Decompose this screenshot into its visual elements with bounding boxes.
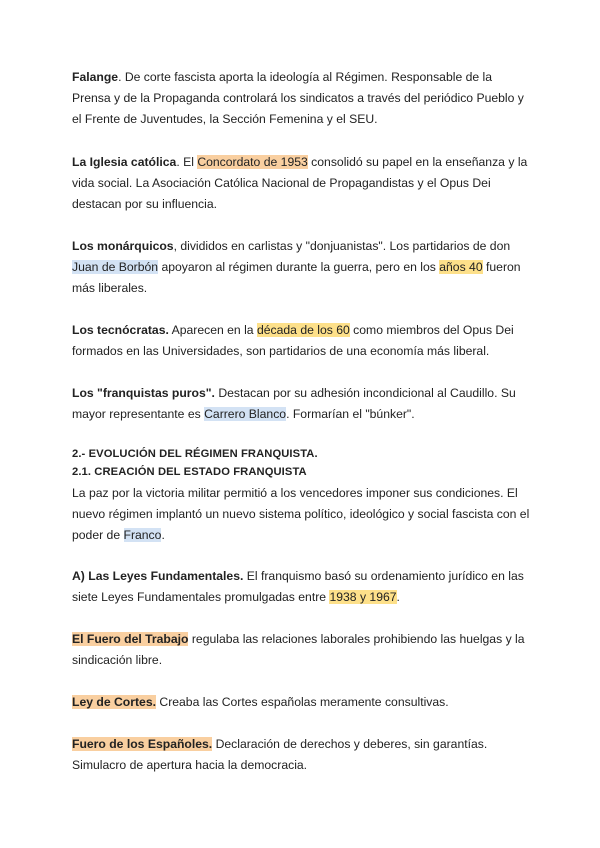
text-leyes-2: . bbox=[396, 589, 400, 604]
paragraph-tecnocratas bbox=[72, 320, 534, 362]
highlight-franco: Franco bbox=[123, 527, 162, 542]
text-fuero-espanoles: Declaración de derechos y deberes, sin garantías. Simulacro de apertura hacia la democracia. bbox=[72, 737, 488, 772]
text-iglesia-2: consolidó su papel en la enseñanza y la vida social. La Asociación Católica Nacional de Propagandistas y el Opus Dei destacan por su influencia. bbox=[72, 155, 528, 211]
term-fuero-trabajo: El Fuero del Trabajo bbox=[72, 632, 189, 646]
term-falange: Falange bbox=[72, 70, 119, 84]
paragraph-fuero-espanoles bbox=[72, 734, 534, 776]
text-falange: . De corte fascista aporta la ideología al Régimen. Responsable de la Prensa y de la Propaganda controlará los sindicatos a través del periódico Pueblo y el Frente de Juventudes, la Sección Femenina y el SEU. bbox=[72, 70, 524, 126]
highlight-1938-1967: 1938 y 1967 bbox=[329, 589, 397, 604]
text-tecnocratas-1: Aparecen en la bbox=[168, 323, 257, 337]
paragraph-leyes bbox=[72, 566, 534, 608]
paragraph-iglesia bbox=[72, 152, 534, 214]
text-monarquicos-1: , divididos en carlistas y "donjuanistas". Los partidarios de don bbox=[173, 239, 511, 253]
text-tecnocratas-2: como miembros del Opus Dei formados en las Universidades, son partidarios de una economía más liberal. bbox=[72, 323, 514, 358]
subsection-heading: 2.1. CREACIÓN DEL ESTADO FRANQUISTA bbox=[72, 466, 307, 478]
term-tecnocratas: Los tecnócratas. bbox=[72, 323, 169, 337]
term-monarquicos: Los monárquicos bbox=[72, 239, 174, 253]
term-ley-cortes: Ley de Cortes. bbox=[72, 695, 156, 709]
text-iglesia-1: . El bbox=[176, 155, 198, 169]
text-fuero-trabajo: regulaba las relaciones laborales prohibiendo las huelgas y la sindicación libre. bbox=[72, 632, 525, 667]
paragraph-fuero-trabajo bbox=[72, 629, 534, 671]
term-franquistas: Los "franquistas puros". bbox=[72, 386, 215, 400]
paragraph-ley-cortes bbox=[72, 692, 534, 713]
text-monarquicos-3: fueron más liberales. bbox=[72, 259, 521, 295]
highlight-concordato: Concordato de 1953 bbox=[197, 155, 308, 169]
text-franquistas-2: . Formarían el "búnker". bbox=[286, 406, 415, 421]
highlight-decada-60: década de los 60 bbox=[256, 323, 350, 337]
highlight-carrero-blanco: Carrero Blanco bbox=[204, 406, 287, 421]
term-iglesia: La Iglesia católica bbox=[72, 155, 177, 169]
section-heading: 2.- EVOLUCIÓN DEL RÉGIMEN FRANQUISTA. bbox=[72, 448, 318, 460]
highlight-anos-40: años 40 bbox=[439, 259, 483, 274]
highlight-juan-de-borbon: Juan de Borbón bbox=[72, 259, 159, 274]
paragraph-franquistas bbox=[72, 383, 534, 425]
text-ley-cortes: Creaba las Cortes españolas meramente consultivas. bbox=[156, 695, 449, 709]
paragraph-monarquicos bbox=[72, 236, 534, 298]
term-leyes: A) Las Leyes Fundamentales. bbox=[72, 569, 244, 583]
paragraph-falange bbox=[72, 67, 534, 129]
text-creacion-1: La paz por la victoria militar permitió a los vencedores imponer sus condiciones. El nuevo régimen implantó un nuevo sistema político, ideológico y social fascista con el poder de bbox=[72, 486, 530, 542]
term-fuero-espanoles: Fuero de los Españoles. bbox=[72, 737, 213, 751]
text-creacion-2: . bbox=[161, 527, 165, 542]
text-leyes-1: El franquismo basó su ordenamiento jurídico en las siete Leyes Fundamentales promulgadas entre bbox=[72, 569, 524, 604]
text-franquistas-1: Destacan por su adhesión incondicional al Caudillo. Su mayor representante es bbox=[72, 386, 516, 421]
text-monarquicos-2: apoyaron al régimen durante la guerra, pero en los bbox=[158, 259, 440, 274]
paragraph-creacion bbox=[72, 483, 534, 545]
